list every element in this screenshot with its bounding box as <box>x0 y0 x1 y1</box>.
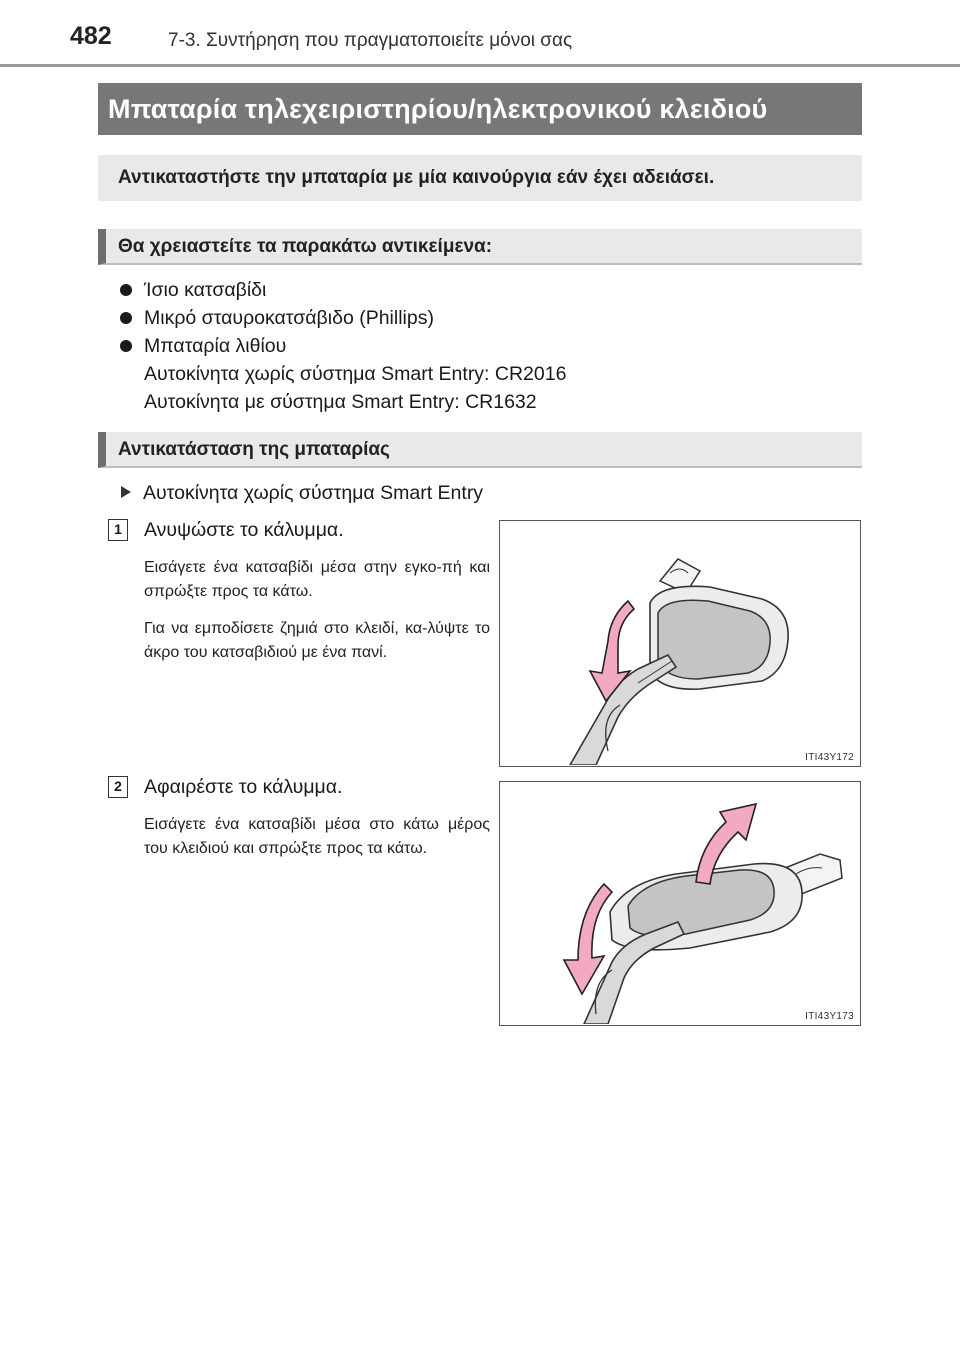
list-item <box>120 304 566 332</box>
figure-step-2 <box>499 781 861 1026</box>
step-description: Εισάγετε ένα κατσαβίδι μέσα στην εγκο-πή και σπρώξτε προς τα κάτω. <box>144 559 490 600</box>
needed-items-list <box>120 276 566 416</box>
step-number: 2 <box>108 776 128 798</box>
replacement-heading: Αντικατάσταση της μπαταρίας <box>98 432 862 468</box>
page-number: 482 <box>70 22 112 50</box>
condition-text: Αυτοκίνητα χωρίς σύστημα Smart Entry <box>143 482 484 504</box>
figure-code: ITI43Y173 <box>805 1011 854 1022</box>
item-subline: Αυτοκίνητα με σύστημα Smart Entry: CR1632 <box>144 391 537 413</box>
figure-code: ITI43Y172 <box>805 752 854 763</box>
triangle-bullet-icon <box>121 486 131 498</box>
needed-items-heading: Θα χρειαστείτε τα παρακάτω αντικείμενα: <box>98 229 862 265</box>
key-cover-removal-illustration <box>500 782 859 1024</box>
figure-step-1 <box>499 520 861 767</box>
list-item <box>120 332 566 416</box>
key-pry-illustration <box>500 521 859 765</box>
item-subline: Αυτοκίνητα χωρίς σύστημα Smart Entry: CR2016 <box>144 363 567 385</box>
step-title: Ανυψώστε το κάλυμμα. <box>144 519 344 541</box>
step-description: Εισάγετε ένα κατσαβίδι μέσα στο κάτω μέρος του κλειδιού και σπρώξτε προς τα κάτω. <box>144 816 490 857</box>
header-rule <box>0 64 960 67</box>
running-head: 7-3. Συντήρηση που πραγματοποιείτε μόνοι σας <box>168 30 573 51</box>
item-label: Ίσιο κατσαβίδι <box>144 279 267 301</box>
step-number: 1 <box>108 519 128 541</box>
section-title: Μπαταρία τηλεχειριστηρίου/ηλεκτρονικού κλειδιού <box>98 83 862 135</box>
list-item <box>120 276 566 304</box>
step-description: Για να εμποδίσετε ζημιά στο κλειδί, κα-λύψτε το άκρο του κατσαβιδιού με ένα πανί. <box>144 620 490 661</box>
item-label: Μικρό σταυροκατσάβιδο (Phillips) <box>144 307 434 329</box>
step-title: Αφαιρέστε το κάλυμμα. <box>144 776 343 798</box>
intro-box: Αντικαταστήστε την μπαταρία με μία καινούργια εάν έχει αδειάσει. <box>98 155 862 201</box>
condition-line <box>121 480 483 506</box>
item-label: Μπαταρία λιθίου <box>144 335 287 357</box>
